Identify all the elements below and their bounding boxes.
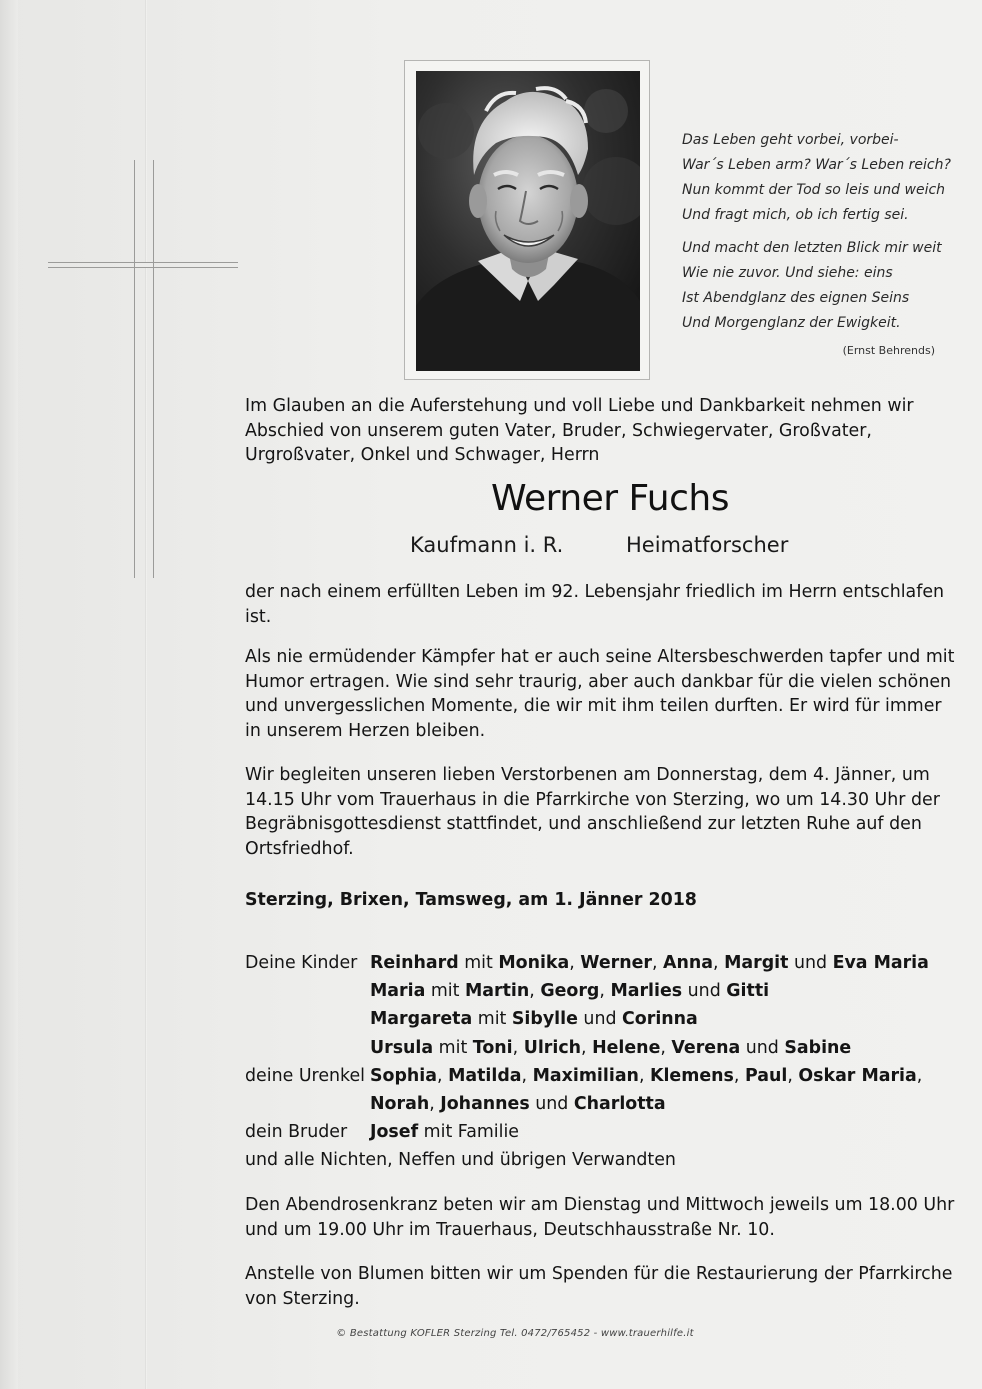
brother-label: dein Bruder	[245, 1122, 348, 1143]
funeral-paragraph: Wir begleiten unseren lieben Verstorbenen am Donnerstag, dem 4. Jänner, um 14.15 Uhr vom Trauerhaus in die Pfarrkirche von Sterzing, wo um 14.30 Uhr der Begräbnisgottesdienst stattfindet, und anschließend zur letzten Ruhe auf den Ortsfriedhof.	[245, 765, 940, 859]
family-connector: und	[529, 1094, 574, 1115]
family-member-name: Norah	[370, 1094, 430, 1115]
family-connector: mit	[433, 1037, 473, 1058]
family-row	[245, 1146, 965, 1174]
family-member-name: Charlotta	[573, 1094, 666, 1115]
family-connector: ,	[651, 953, 664, 973]
family-connector: ,	[512, 1037, 524, 1058]
family-connector: ,	[638, 1065, 650, 1086]
title-hobby: Heimatforscher	[626, 533, 789, 557]
family-member-name: Margit	[724, 953, 789, 973]
poem-line: Und fragt mich, ob ich fertig sei.	[682, 207, 909, 223]
family-member-name: Marlies	[610, 981, 683, 1002]
family-member-name: Gitti	[726, 981, 770, 1002]
family-member-name: Johannes	[440, 1094, 530, 1115]
family-connector: und	[788, 953, 833, 973]
portrait-image	[416, 71, 640, 371]
family-connector: und	[577, 1009, 623, 1030]
family-member-name: Helene	[592, 1037, 661, 1058]
children-line	[370, 1005, 698, 1033]
poem-line: Und Morgenglanz der Ewigkeit.	[682, 315, 901, 331]
poem-line: Und macht den letzten Blick mir weit	[682, 240, 942, 256]
poem-line: Wie nie zuvor. Und siehe: eins	[682, 265, 893, 281]
passing-paragraph: der nach einem erfüllten Leben im 92. Lebensjahr friedlich im Herrn entschlafen ist.	[245, 582, 945, 627]
greatgrandchildren-label: deine Urenkel	[245, 1065, 366, 1086]
family-member-name: Eva Maria	[832, 953, 929, 973]
cross-vertical-beam	[134, 160, 154, 578]
family-member-name: Maria	[370, 981, 426, 1002]
family-connector: ,	[713, 953, 725, 973]
family-list	[245, 949, 965, 1175]
poem-stanza-1	[682, 128, 962, 228]
family-row	[245, 1005, 965, 1033]
family-connector: ,	[437, 1065, 449, 1086]
rosary-paragraph: Den Abendrosenkranz beten wir am Dienstag und Mittwoch jeweils um 18.00 Uhr und um 19.00 Uhr im Trauerhaus, Deutschhausstraße Nr. 10.	[245, 1195, 955, 1240]
family-row	[245, 977, 965, 1005]
family-member-name: Sibylle	[511, 1009, 578, 1030]
relatives-line: und alle Nichten, Neffen und übrigen Verwandten	[245, 1150, 676, 1171]
family-member-name: Josef	[370, 1122, 419, 1143]
family-connector: ,	[599, 981, 611, 1002]
children-label: Deine Kinder	[245, 953, 358, 973]
family-member-name: Martin	[464, 981, 530, 1002]
family-connector: ,	[787, 1065, 799, 1086]
funeral-home-footer: © Bestattung KOFLER Sterzing Tel. 0472/765452 - www.trauerhilfe.it	[336, 1328, 694, 1339]
family-connector: ,	[429, 1094, 441, 1115]
poem-author: (Ernst Behrends)	[842, 344, 935, 357]
family-row	[245, 949, 965, 977]
poem-stanza-2	[682, 236, 962, 336]
family-member-name: Georg	[540, 981, 600, 1002]
family-member-name: Ursula	[370, 1037, 434, 1058]
brother-line	[370, 1118, 519, 1146]
family-member-name: Margareta	[370, 1009, 473, 1030]
family-member-name: Verena	[671, 1037, 741, 1058]
children-line	[370, 1034, 851, 1062]
poem	[682, 128, 962, 344]
family-member-name: Anna	[663, 953, 714, 973]
family-member-name: Ulrich	[523, 1037, 582, 1058]
family-connector: ,	[581, 1037, 593, 1058]
family-row	[245, 1062, 965, 1090]
family-connector: mit Familie	[418, 1122, 519, 1143]
greatgrandchildren-line	[370, 1062, 922, 1090]
place-date: Sterzing, Brixen, Tamsweg, am 1. Jänner 2018	[245, 890, 697, 910]
poem-line: Das Leben geht vorbei, vorbei-	[682, 132, 899, 148]
poem-line: Ist Abendglanz des eignen Seins	[682, 290, 910, 306]
family-connector: ,	[569, 953, 581, 973]
family-row	[245, 1034, 965, 1062]
family-member-name: Matilda	[448, 1065, 522, 1086]
portrait-photo	[416, 71, 640, 371]
family-member-name: Oskar Maria	[798, 1065, 917, 1086]
intro-paragraph: Im Glauben an die Auferstehung und voll Liebe und Dankbarkeit nehmen wir Abschied von unserem guten Vater, Bruder, Schwiegervater, Großvater, Urgroßvater, Onkel und Schwager, Herrn	[245, 396, 914, 465]
deceased-name: Werner Fuchs	[491, 478, 729, 519]
poem-line: War´s Leben arm? War´s Leben reich?	[682, 157, 951, 173]
family-connector: ,	[521, 1065, 533, 1086]
family-member-name: Maximilian	[532, 1065, 639, 1086]
family-connector: mit	[472, 1009, 512, 1030]
family-member-name: Werner	[580, 953, 652, 973]
poem-line: Nun kommt der Tod so leis und weich	[682, 182, 946, 198]
children-line	[370, 977, 769, 1005]
family-connector: ,	[733, 1065, 745, 1086]
family-row	[245, 1090, 965, 1118]
title-occupation: Kaufmann i. R.	[410, 533, 564, 557]
family-connector: ,	[529, 981, 541, 1002]
family-connector: mit	[458, 953, 499, 973]
family-connector: und	[740, 1037, 785, 1058]
family-member-name: Monika	[498, 953, 570, 973]
family-member-name: Reinhard	[370, 953, 459, 973]
family-member-name: Toni	[472, 1037, 513, 1058]
greatgrandchildren-line	[370, 1090, 666, 1118]
children-line	[370, 949, 929, 977]
family-connector: mit	[425, 981, 465, 1002]
family-member-name: Klemens	[650, 1065, 734, 1086]
tribute-paragraph: Als nie ermüdender Kämpfer hat er auch seine Altersbeschwerden tapfer und mit Humor ertragen. Wie sind sehr traurig, aber auch dankbar für die vielen schönen und unvergesslichen Momente, die wir mit ihm teilen durften. Er wird für immer in unserem Herzen bleiben.	[245, 647, 955, 741]
family-connector: ,	[916, 1065, 923, 1086]
family-member-name: Corinna	[622, 1009, 698, 1030]
family-row	[245, 1118, 965, 1146]
family-member-name: Sabine	[784, 1037, 852, 1058]
family-connector: und	[682, 981, 727, 1002]
family-connector: ,	[660, 1037, 672, 1058]
paper-edge	[0, 0, 18, 1389]
portrait-frame	[404, 60, 650, 380]
family-member-name: Sophia	[370, 1065, 437, 1086]
donation-paragraph: Anstelle von Blumen bitten wir um Spenden für die Restaurierung der Pfarrkirche von Sterzing.	[245, 1264, 953, 1309]
family-member-name: Paul	[744, 1065, 788, 1086]
